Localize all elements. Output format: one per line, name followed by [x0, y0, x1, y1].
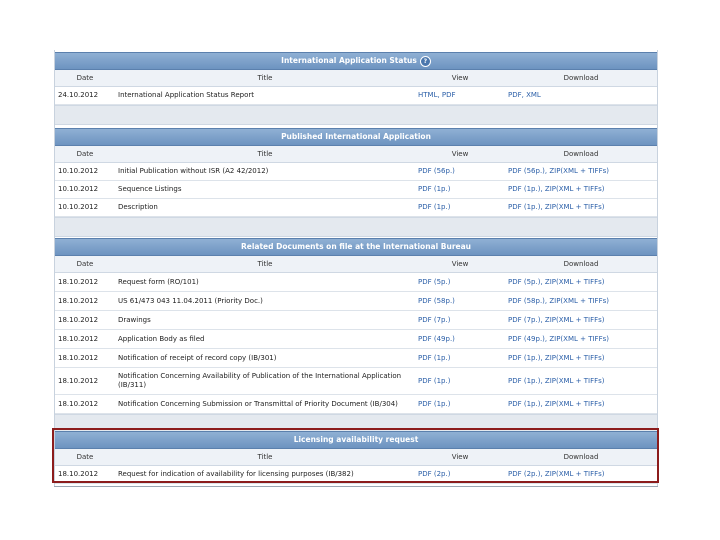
view-link[interactable]: PDF (2p.)	[418, 470, 451, 478]
view-link[interactable]: PDF (1p.)	[418, 203, 451, 211]
patent-documents-panel	[54, 50, 658, 486]
row-date: 10.10.2012	[58, 185, 99, 193]
column-title[interactable]: Title	[257, 260, 273, 268]
view-link[interactable]: PDF (1p.)	[418, 185, 451, 193]
column-date[interactable]: Date	[76, 150, 94, 158]
column-view[interactable]: View	[451, 74, 469, 82]
bottom-divider	[54, 486, 658, 487]
column-download[interactable]: Download	[563, 74, 599, 82]
section-title	[55, 238, 657, 256]
column-view[interactable]: View	[451, 150, 469, 158]
column-download[interactable]: Download	[563, 260, 599, 268]
section-title-text: Licensing availability request	[293, 435, 419, 444]
column-download[interactable]: Download	[563, 453, 599, 461]
section-published-application	[55, 128, 657, 237]
table-row	[55, 273, 657, 292]
download-link[interactable]: PDF (7p.), ZIP(XML + TIFFs)	[508, 315, 605, 324]
row-title: Sequence Listings	[118, 185, 182, 193]
column-headers	[55, 146, 657, 163]
table-row	[55, 87, 657, 105]
column-date[interactable]: Date	[76, 74, 94, 82]
column-headers	[55, 256, 657, 273]
row-title: Notification Concerning Submission or Transmittal of Priority Document (IB/304)	[118, 399, 398, 408]
row-title: Initial Publication without ISR (A2 42/2012)	[118, 167, 269, 175]
section-application-status	[55, 52, 657, 125]
row-date: 18.10.2012	[58, 399, 99, 408]
section-divider	[55, 105, 657, 125]
section-title	[55, 52, 657, 70]
download-link[interactable]: PDF (1p.), ZIP(XML + TIFFs)	[508, 203, 605, 211]
download-link[interactable]: PDF, XML	[508, 91, 541, 99]
row-date: 18.10.2012	[58, 277, 99, 286]
table-row	[55, 292, 657, 311]
section-title-text: International Application Status	[281, 56, 417, 65]
section-divider	[55, 217, 657, 237]
row-date: 10.10.2012	[58, 167, 99, 175]
section-title	[55, 128, 657, 146]
view-link[interactable]: PDF (5p.)	[418, 277, 451, 286]
section-title-text: Published International Application	[281, 132, 431, 141]
row-title: Drawings	[118, 315, 151, 324]
column-title[interactable]: Title	[257, 74, 273, 82]
download-link[interactable]: PDF (49p.), ZIP(XML + TIFFs)	[508, 334, 609, 343]
row-title: Request for indication of availability for licensing purposes (IB/382)	[118, 470, 354, 478]
row-date: 18.10.2012	[58, 334, 99, 343]
column-title[interactable]: Title	[257, 453, 273, 461]
row-date: 18.10.2012	[58, 470, 99, 478]
download-link[interactable]: PDF (5p.), ZIP(XML + TIFFs)	[508, 277, 605, 286]
section-title-text: Related Documents on file at the International Bureau	[240, 242, 472, 251]
row-title: Request form (RO/101)	[118, 277, 199, 286]
licensing-highlight-box	[52, 428, 659, 483]
column-view[interactable]: View	[451, 453, 469, 461]
section-related-documents	[55, 238, 657, 434]
column-date[interactable]: Date	[76, 453, 94, 461]
table-row	[55, 199, 657, 217]
table-row	[55, 330, 657, 349]
view-link[interactable]: PDF (1p.)	[418, 399, 451, 408]
download-link[interactable]: PDF (1p.), ZIP(XML + TIFFs)	[508, 376, 605, 385]
row-date: 18.10.2012	[58, 376, 99, 385]
view-link[interactable]: HTML, PDF	[418, 91, 456, 99]
row-title: US 61/473 043 11.04.2011 (Priority Doc.)	[118, 296, 263, 305]
help-icon[interactable]: ?	[420, 56, 431, 67]
row-date: 24.10.2012	[58, 91, 99, 99]
row-title: Notification Concerning Availability of Publication of the International Application (IB/311)	[118, 372, 402, 389]
column-headers	[55, 70, 657, 87]
row-title: Application Body as filed	[118, 334, 205, 343]
table-row	[55, 395, 657, 414]
row-date: 18.10.2012	[58, 296, 99, 305]
view-link[interactable]: PDF (1p.)	[418, 376, 451, 385]
download-link[interactable]: PDF (1p.), ZIP(XML + TIFFs)	[508, 353, 605, 362]
table-row	[55, 163, 657, 181]
row-title: International Application Status Report	[118, 91, 254, 99]
table-row	[55, 181, 657, 199]
column-date[interactable]: Date	[76, 260, 94, 268]
row-date: 18.10.2012	[58, 315, 99, 324]
download-link[interactable]: PDF (58p.), ZIP(XML + TIFFs)	[508, 296, 609, 305]
table-row	[55, 311, 657, 330]
view-link[interactable]: PDF (56p.)	[418, 167, 455, 175]
column-download[interactable]: Download	[563, 150, 599, 158]
row-title: Description	[118, 203, 158, 211]
row-title: Notification of receipt of record copy (IB/301)	[118, 353, 277, 362]
view-link[interactable]: PDF (1p.)	[418, 353, 451, 362]
download-link[interactable]: PDF (2p.), ZIP(XML + TIFFs)	[508, 470, 605, 478]
table-row	[55, 349, 657, 368]
download-link[interactable]: PDF (1p.), ZIP(XML + TIFFs)	[508, 399, 605, 408]
download-link[interactable]: PDF (1p.), ZIP(XML + TIFFs)	[508, 185, 605, 193]
table-row	[55, 368, 657, 395]
row-date: 18.10.2012	[58, 353, 99, 362]
row-date: 10.10.2012	[58, 203, 99, 211]
view-link[interactable]: PDF (58p.)	[418, 296, 455, 305]
view-link[interactable]: PDF (49p.)	[418, 334, 455, 343]
download-link[interactable]: PDF (56p.), ZIP(XML + TIFFs)	[508, 167, 609, 175]
view-link[interactable]: PDF (7p.)	[418, 315, 451, 324]
column-view[interactable]: View	[451, 260, 469, 268]
column-title[interactable]: Title	[257, 150, 273, 158]
